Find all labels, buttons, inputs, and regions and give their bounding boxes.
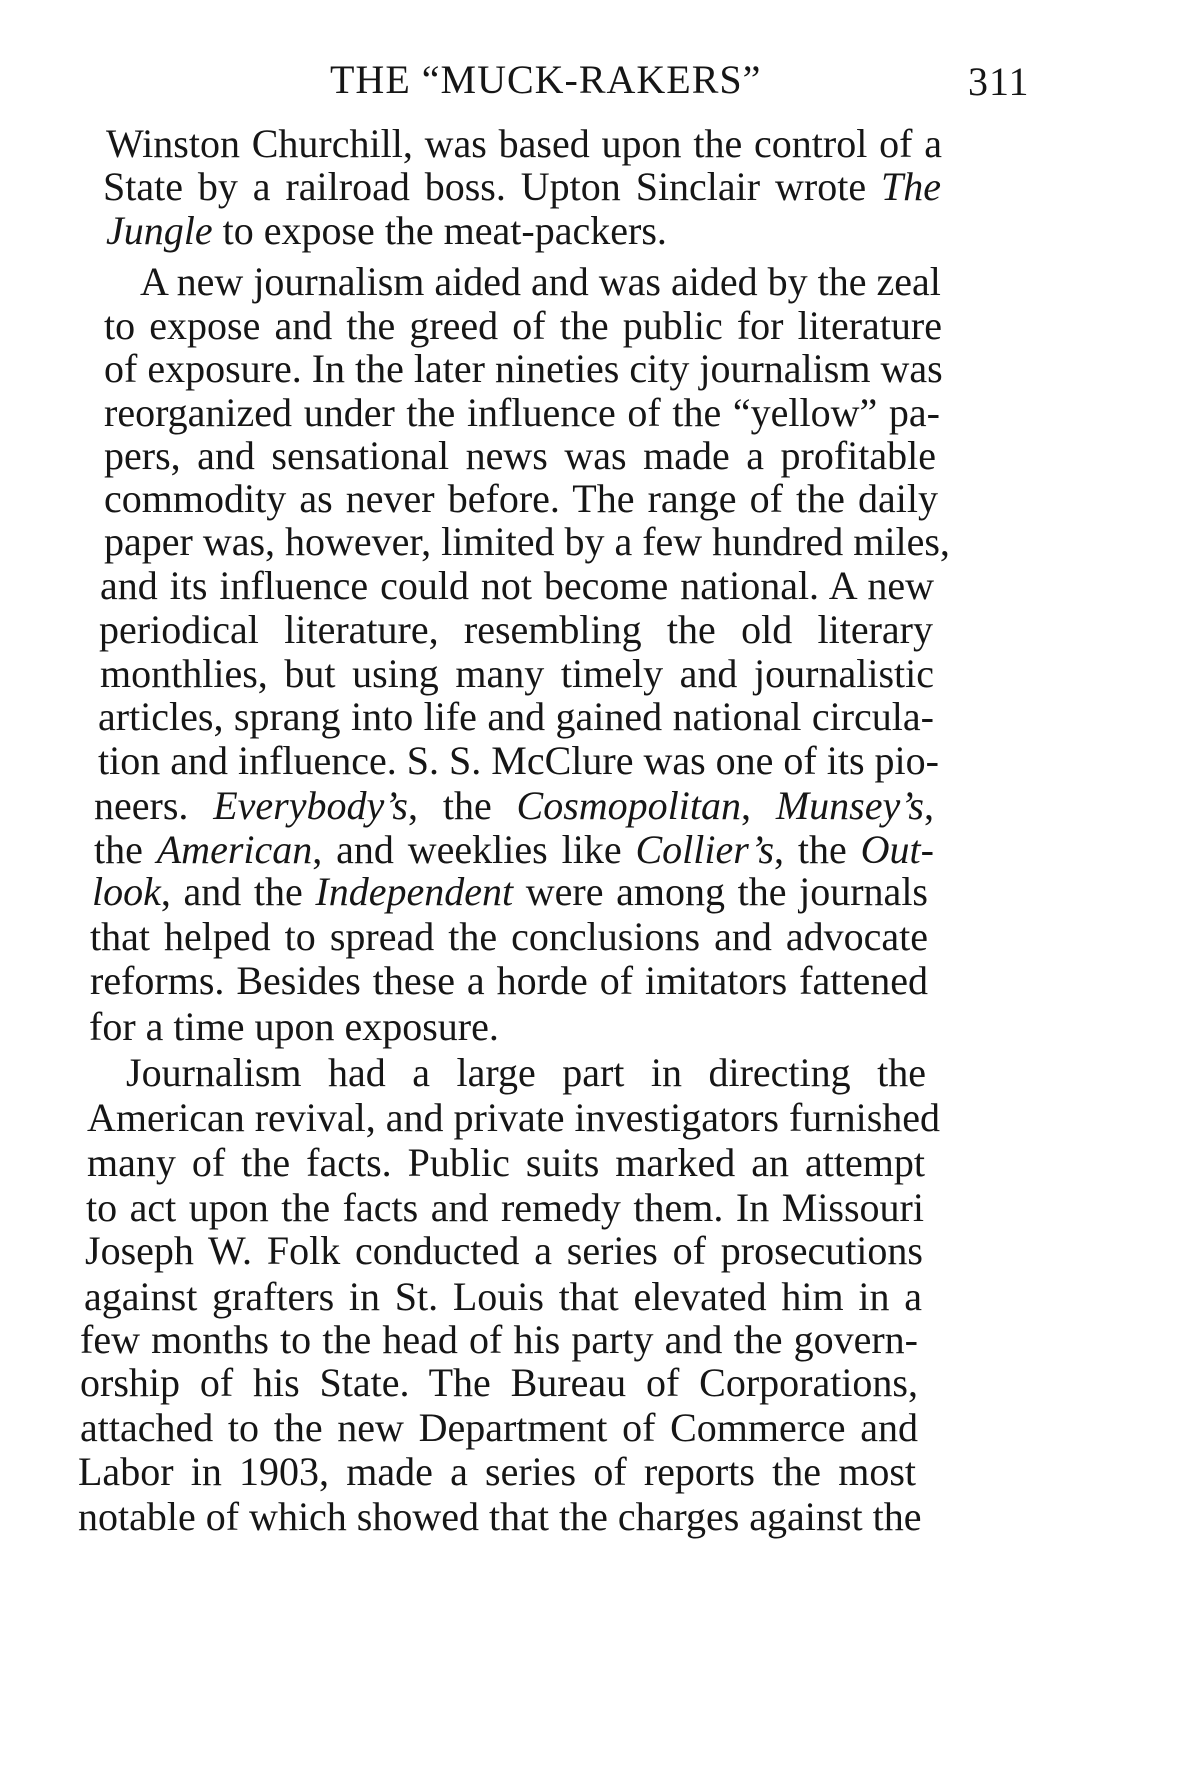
text-run: The xyxy=(881,164,941,209)
text-run: reforms. Besides these a horde of imitators fattened xyxy=(90,958,928,1003)
text-run: Jungle xyxy=(106,208,213,253)
text-line xyxy=(78,1493,922,1541)
text-line xyxy=(104,475,938,523)
text-line xyxy=(140,258,940,306)
text-line xyxy=(94,782,934,830)
text-run: monthlies, but using many timely and journalistic xyxy=(100,651,934,696)
text-line xyxy=(104,302,942,350)
text-run: attached to the new Department of Commerce and xyxy=(80,1405,918,1450)
text-run: look xyxy=(92,869,161,914)
page-number: 311 xyxy=(968,59,1030,104)
text-run: , and the xyxy=(160,869,316,914)
text-run: Independent xyxy=(315,869,514,914)
text-line xyxy=(106,207,667,255)
text-run: Cosmopolitan xyxy=(516,783,742,828)
text-line xyxy=(104,345,942,393)
text-line xyxy=(90,913,928,961)
text-run: , xyxy=(923,783,934,828)
text-line xyxy=(104,432,936,480)
text-run: were among the journals xyxy=(513,869,928,914)
text-run: , the xyxy=(774,827,861,872)
text-line xyxy=(98,737,939,785)
text-run: to expose and the greed of the public for literature xyxy=(104,303,942,348)
text-run: the xyxy=(94,827,157,872)
text-run: A new journalism aided and was aided by the zeal xyxy=(140,259,941,304)
text-run: State by a railroad boss. Upton Sinclair wrote xyxy=(103,164,881,209)
text-line xyxy=(104,389,940,437)
text-run: tion and influence. S. S. McClure was one of its pio- xyxy=(98,738,939,783)
text-run: to expose the meat-packers. xyxy=(212,208,667,253)
text-run: Everybody’s xyxy=(213,783,408,828)
text-line xyxy=(80,1316,918,1364)
text-run: for a time upon exposure. xyxy=(89,1004,499,1049)
text-line xyxy=(80,1359,918,1407)
text-run: against grafters in St. Louis that elevated him in a xyxy=(84,1274,922,1319)
chapter-title: THE “MUCK-RAKERS” xyxy=(330,57,762,102)
text-line xyxy=(80,1404,918,1452)
text-run: periodical literature, resembling the old literary xyxy=(99,607,933,652)
text-run: reorganized under the influence of the “yellow” pa- xyxy=(104,390,940,435)
text-run: paper was, however, limited by a few hundred miles, xyxy=(104,519,950,564)
text-run: American revival, and private investigators furnished xyxy=(87,1095,941,1140)
text-run: Joseph W. Folk conducted a series of prosecutions xyxy=(85,1228,923,1273)
text-line xyxy=(100,650,934,698)
text-run: pers, and sensational news was made a profitable xyxy=(104,433,936,478)
text-run: and its influence could not become national. A new xyxy=(100,563,934,608)
text-line xyxy=(106,120,942,168)
text-line xyxy=(87,1139,925,1187)
text-line xyxy=(103,163,941,211)
text-run: American xyxy=(156,827,313,872)
text-line xyxy=(94,826,934,874)
text-line xyxy=(90,957,928,1005)
text-run: orship of his State. The Bureau of Corporations, xyxy=(80,1360,918,1405)
text-line xyxy=(92,868,928,916)
text-line xyxy=(126,1049,926,1097)
text-line xyxy=(104,518,950,566)
text-run: , xyxy=(741,783,776,828)
text-run: articles, sprang into life and gained national circula- xyxy=(98,694,934,739)
text-run: of exposure. In the later nineties city journalism was xyxy=(104,346,943,391)
text-line xyxy=(84,1273,922,1321)
text-line xyxy=(86,1184,924,1232)
text-run: Collier’s xyxy=(635,827,775,872)
text-line xyxy=(99,606,933,654)
text-line xyxy=(100,562,934,610)
text-run: many of the facts. Public suits marked an attempt xyxy=(87,1140,925,1185)
text-run: Munsey’s xyxy=(775,783,924,828)
text-run: Journalism had a large part in directing the xyxy=(126,1050,926,1095)
text-run: commodity as never before. The range of the daily xyxy=(104,476,938,521)
text-run: , and weeklies like xyxy=(312,827,636,872)
running-head xyxy=(0,56,1180,112)
text-run: notable of which showed that the charges against the xyxy=(78,1494,922,1539)
text-run: Winston Churchill, was based upon the control of a xyxy=(106,121,942,166)
text-run: to act upon the facts and remedy them. In Missouri xyxy=(86,1185,924,1230)
text-line xyxy=(78,1448,916,1496)
text-run: that helped to spread the conclusions and advocate xyxy=(90,914,928,959)
text-run: Labor in 1903, made a series of reports the most xyxy=(78,1449,916,1494)
text-line xyxy=(98,693,934,741)
text-run: few months to the head of his party and the govern- xyxy=(80,1317,918,1362)
text-run: , the xyxy=(407,783,517,828)
text-line xyxy=(89,1003,517,1051)
text-run: Out- xyxy=(860,827,934,872)
text-run: neers. xyxy=(94,783,214,828)
text-line xyxy=(87,1094,941,1142)
text-line xyxy=(85,1227,923,1275)
